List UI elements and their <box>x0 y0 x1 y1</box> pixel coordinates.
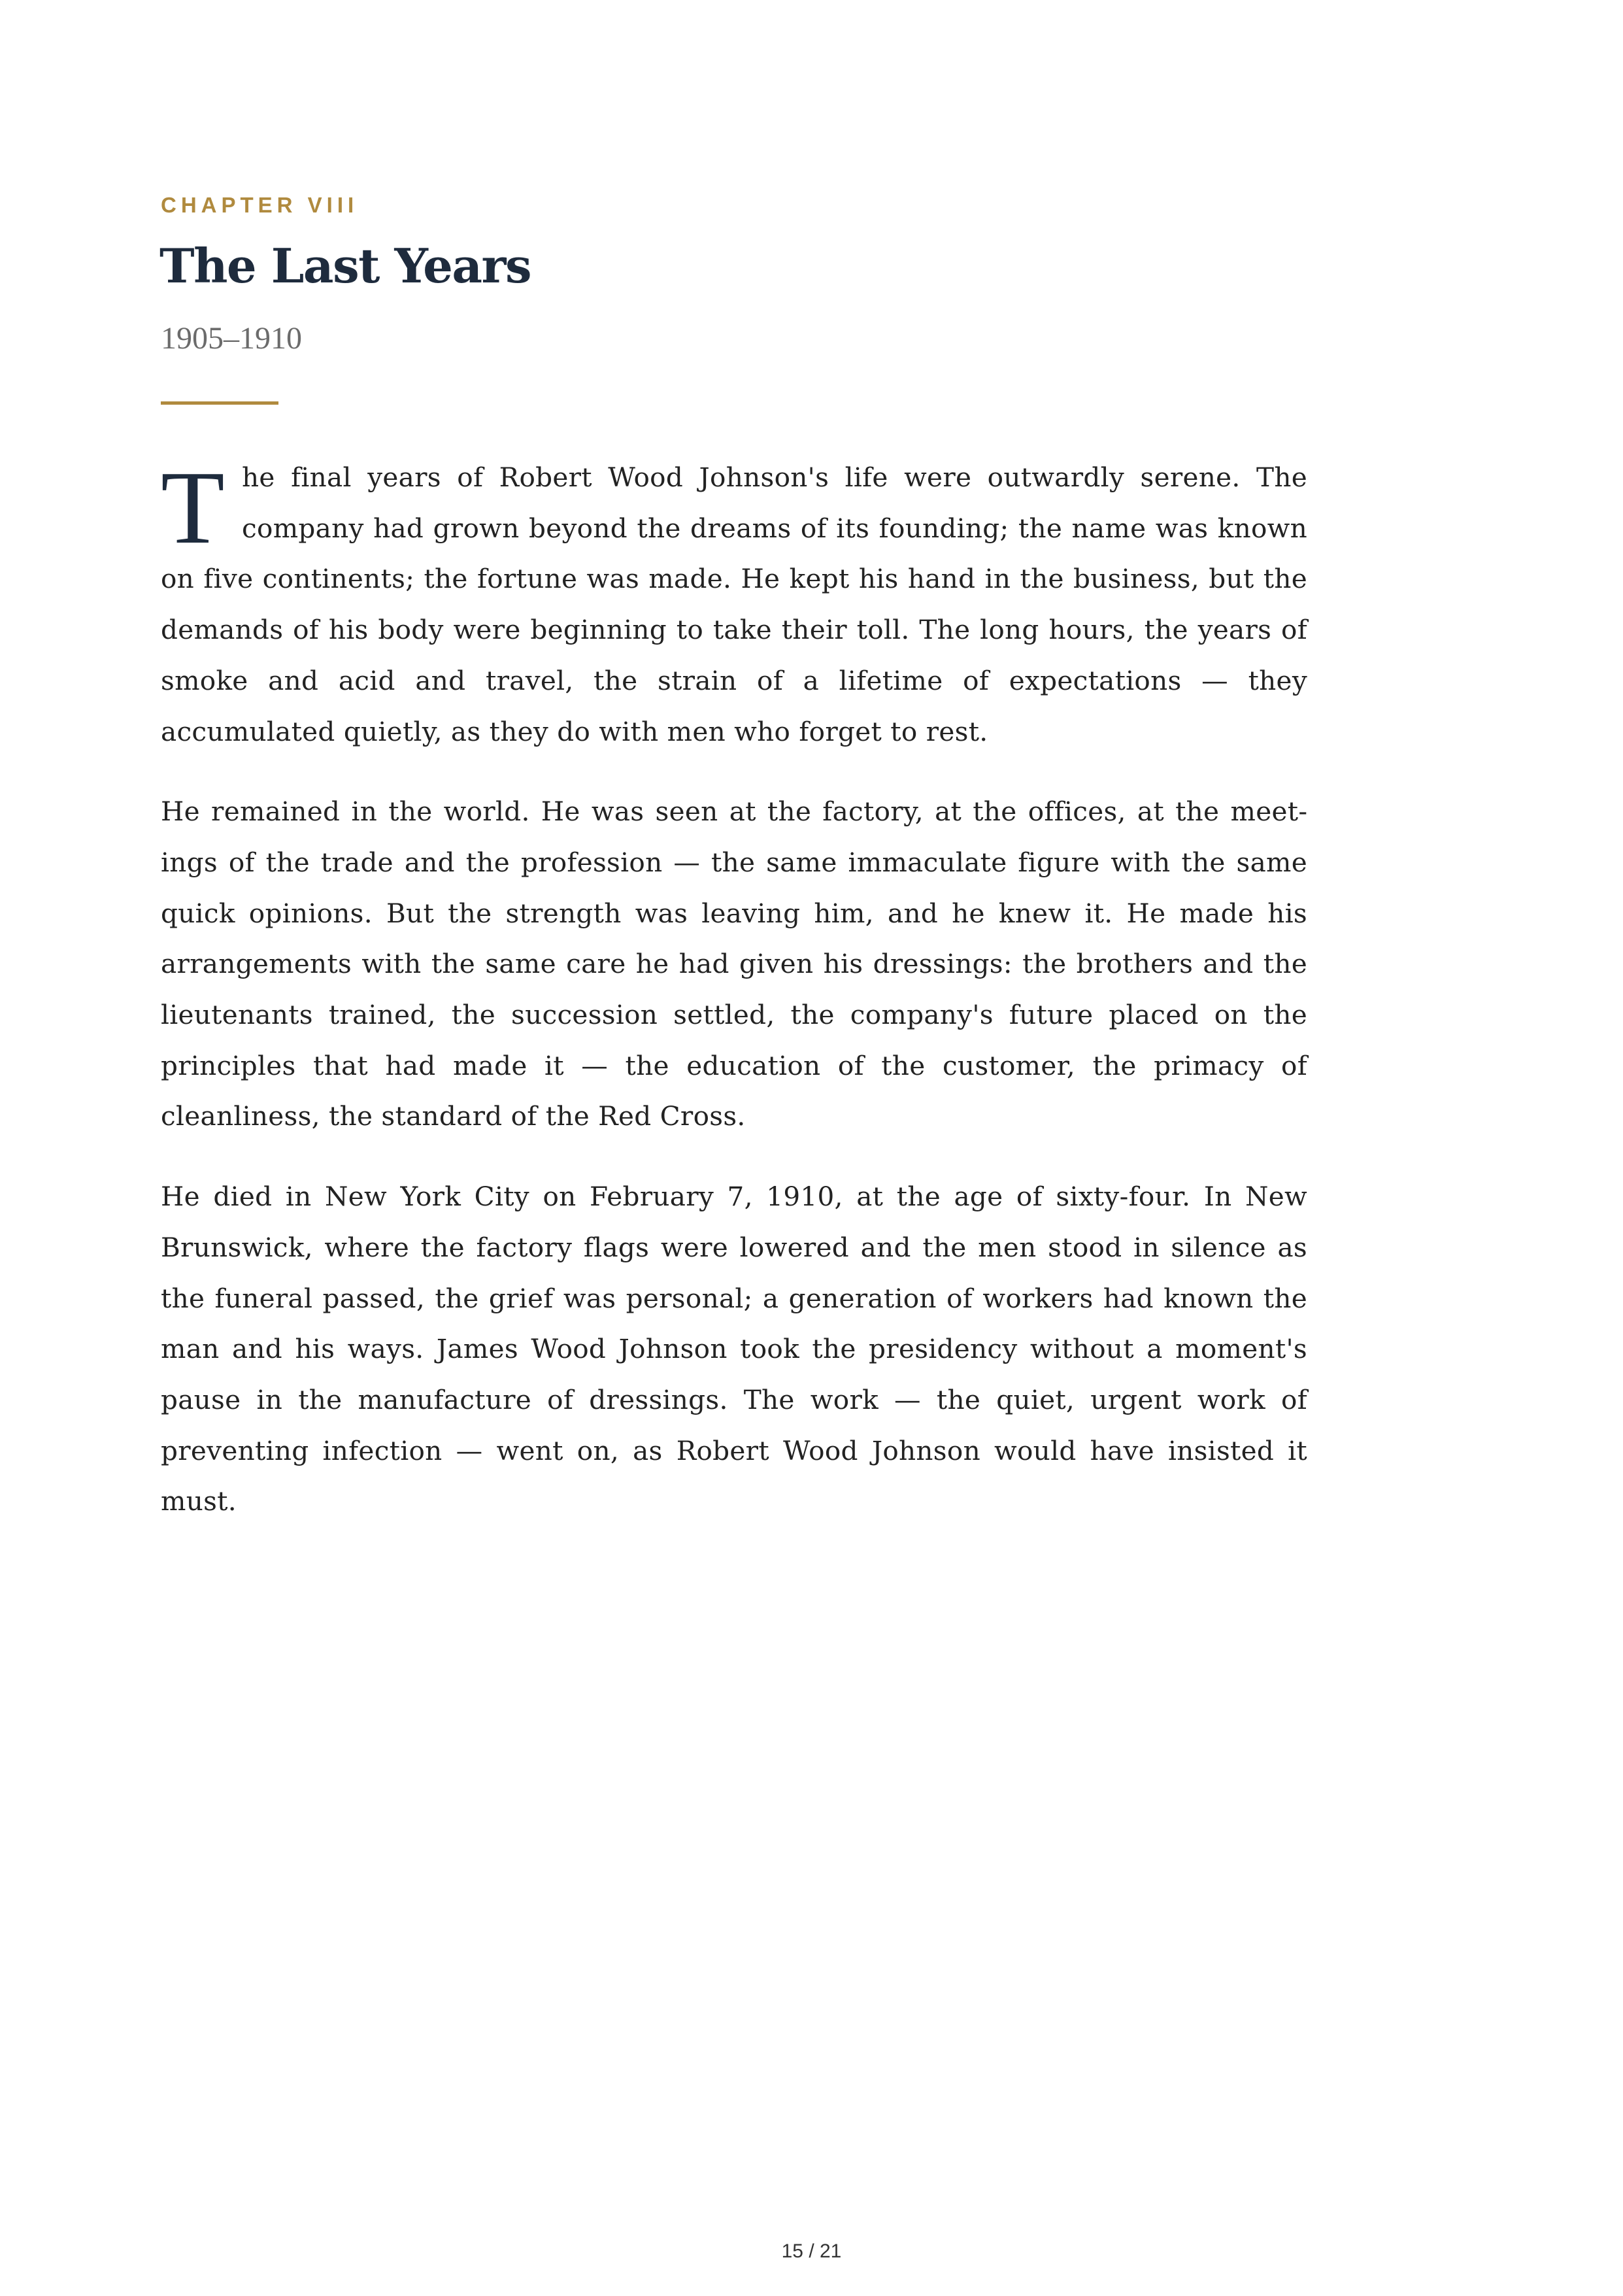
chapter-dates: 1905–1910 <box>161 321 302 356</box>
body-paragraph <box>161 449 1307 757</box>
body-paragraph: He remained in the world. He was seen at the factory, at the offices, at the meetings of the trade and the profession — the same immaculate figure with the same quick opinions. But the strength was leaving him, and he knew it. He made his arrangements with the same care he had given his dressings: the brothers and the lieutenants trained, the succession settled, the company's future placed on the principles that had made it — the education of the customer, the primacy of cleanliness, the standard of the Red Cross. <box>161 796 1307 1132</box>
chapter-body <box>161 449 1307 1557</box>
title-divider <box>161 401 278 405</box>
paragraph-text: he final years of Robert Wood Johnson's life were outwardly serene. The company had grown beyond the dreams of its founding; the name was known on five continents; the fortune was made. He kept his hand in the business, but the demands of his body were beginning to take their toll. The long hours, the years of smoke and acid and travel, the strain of a lifetime of expectations — they accumulated quietly, as they do with men who forget to rest. <box>161 462 1307 747</box>
page-number: 15 / 21 <box>781 2240 842 2262</box>
chapter-title: The Last Years <box>159 238 531 294</box>
drop-cap: T <box>161 449 226 566</box>
chapter-label: CHAPTER VIII <box>161 193 359 217</box>
body-paragraph: He died in New York City on February 7, 1910, at the age of sixty-four. In New Brunswick, where the factory flags were lowered and the men stood in silence as the funeral passed, the grief was personal; a generation of workers had known the man and his ways. James Wood Johnson took the presidency without a moment's pause in the manufacture of dressings. The work — the quiet, urgent work of preventing infection — went on, as Robert Wood Johnson would have insisted it must. <box>161 1181 1307 1517</box>
